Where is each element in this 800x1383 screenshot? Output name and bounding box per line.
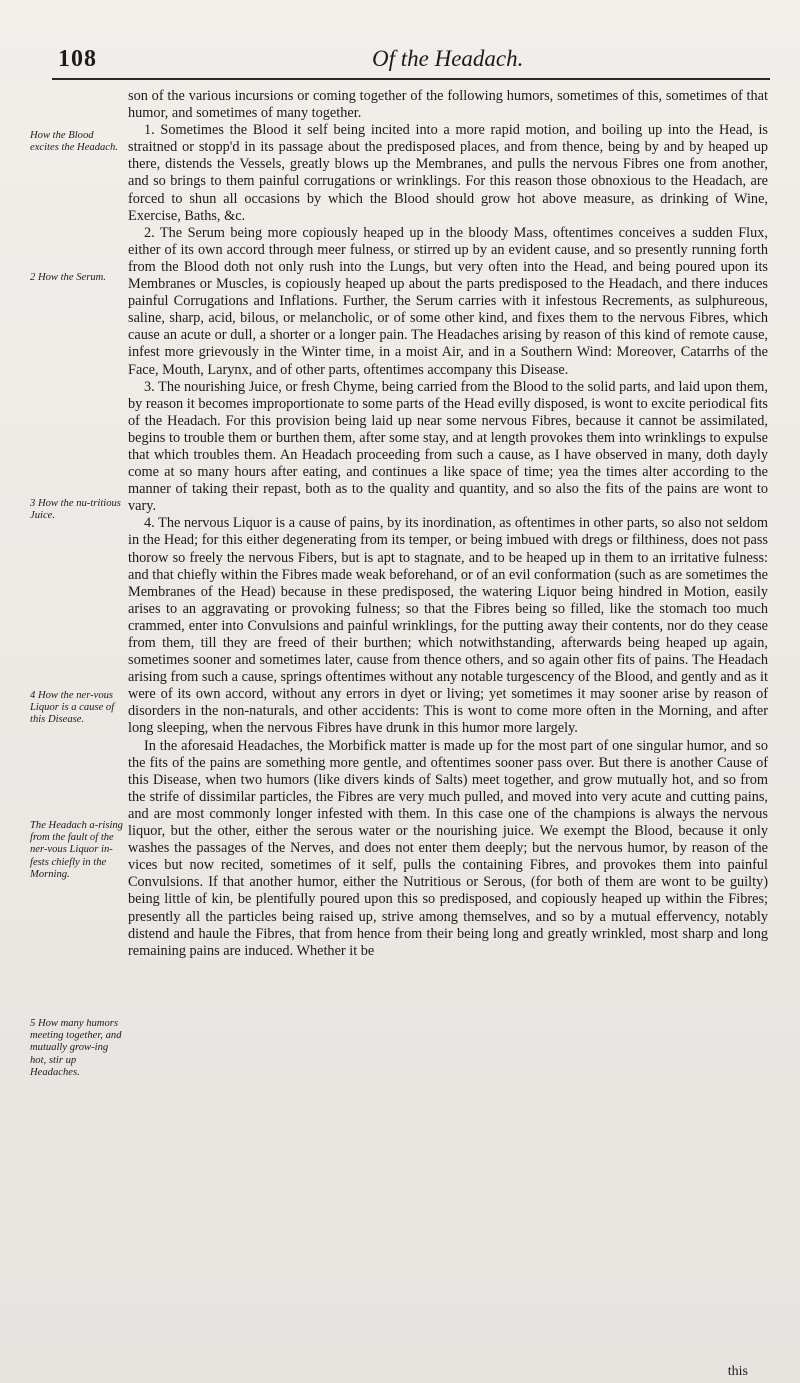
page-number: 108 — [58, 46, 97, 72]
paragraph-blood: 1. Sometimes the Blood it self being incited into a more rapid motion, and boiling up into the Head, is straitned or stopp'd in its passage about the predisposed places, and from thence, being by and by heaped up there, distends the Vessels, greatly blows up the Membranes, and pulls the nervous Fibres one from another, and so brings to them painful corrugations or wrinklings. For this reason those obnoxious to the Headach, are forced to shun all occasions by which the Blood should grow hot above measure, as drinking of Wine, Exercise, Baths, &c. — [128, 122, 768, 224]
margin-notes — [30, 0, 124, 1383]
margin-note-nutritious-juice: 3 How the nu-tritious Juice. — [30, 498, 121, 522]
margin-note-many-humors: 5 How many humors meeting together, and mutually grow-ing hot, stir up Headaches. — [30, 1018, 122, 1078]
page-header — [52, 40, 770, 80]
paragraph-many-humors: In the aforesaid Headaches, the Morbifick matter is made up for the most part of one singular humor, and so the fits of the pains are something more gentle, and oftentimes sooner pass over. But there is another Cause of this Disease, when two humors (like divers kinds of Salts) meet together, and grow mutually hot, and so from the strife of dissimilar particles, the Fibres are very much pulled, and moved into very acute and cutting pains, and are most commonly longer infested with them. In this case one of the champions is always the nervous liquor, but the other, either the serous water or the nourishing juice. We exempt the Blood, because it only washes the passages of the Nerves, and does not enter them deeply; but the nervous humor, by reason of the vices but now recited, sometimes of it self, pulls the containing Fibres, and provokes them into painful Convulsions. If that another humor, either the Nutritious or Serous, (for both of them are wont to be guilty) being little of kin, be plentifully poured upon this so predisposed, and copiously heaped up within the Fibres; presently all the particles being raised up, strive among themselves, and so by a mutual effervency, notably distend and haule the Fibres, that from hence from their being long and greatly wrinkled, most sharp and long remaining pains are induced. Whether it be — [128, 737, 768, 959]
catchword: this — [727, 1364, 748, 1379]
paragraph-serum: 2. The Serum being more copiously heaped up in the bloody Mass, oftentimes conceives a sudden Flux, either of its own accord through meer fulness, or stirred up by an evident cause, and so presently running forth from the Blood doth not only rush into the Lungs, but very often into the Head, and being poured upon its Membranes or Muscles, is copiously heaped up about the parts predisposed to the Headach, and there induces painful Corrugations and Inflations. Further, the Serum carries with it infestous Recrements, as sulphureous, saline, sharp, acid, bilous, or melancholic, or of some other kind, and fixes them to the nervous Fibres, which cause an acute or dull, a shorter or a longer pain. The Headaches arising by reason of this kind of remote cause, infest more grievously in the Winter time, in a moist Air, and in a Southern Wind: Moreover, Catarrhs of the Face, Mouth, Larynx, and of other parts, oftentimes accompany this Disease. — [128, 224, 768, 378]
margin-note-serum: 2 How the Serum. — [30, 272, 106, 283]
paragraph-nervous-liquor: 4. The nervous Liquor is a cause of pains, by its inordination, as oftentimes in other parts, so also not seldom in the Head; for this either degenerating from its temper, or being imbued with dregs or filthiness, does not pass thorow so freely the nervous Fibers, but is apt to stagnate, and to be heaped up in them to an irritative fulness: and that chiefly within the Fibres made weak beforehand, or of an evil conformation (such as are sometimes the Membranes of the Head) because in these predisposed, the watering Liquor being hindred in Motion, easily arises to an aggravating or provoking fulness; so that the Fibres being so filled, like the stomach too much crammed, enter into Convulsions and painful wrinklings, for the putting away their contents, nor do they cease from them, till they are freed of their burthen; which notwithstanding, afterwards being heaped up again, sometimes sooner and sometimes later, cause from thence others, and so again other fits of pains. The Headach arising from such a cause, springs oftentimes without any notable turgescency of the Blood, and gently and as it were of its own accord, without any errors in dyet or living; yet sometimes it may sooner arise by reason of disorders in the non-naturals, and other accidents: This is wont to come more often in the Morning, and after long sleeping, when the nervous Fibres have drunk in this humor more largely. — [128, 515, 768, 737]
body-text — [128, 88, 768, 960]
margin-note-blood: How the Blood excites the Headach. — [30, 130, 118, 154]
margin-note-morning: The Headach a-rising from the fault of the ner-vous Liquor in-fests chiefly in the Morning. — [30, 820, 123, 880]
margin-note-nervous-liquor: 4 How the ner-vous Liquor is a cause of this Disease. — [30, 690, 115, 726]
paragraph-intro: son of the various incursions or coming together of the following humors, sometimes of this, sometimes of that humor, and sometimes of many together. — [128, 88, 768, 122]
running-title: Of the Headach. — [372, 46, 524, 71]
paragraph-nutritious-juice: 3. The nourishing Juice, or fresh Chyme, being carried from the Blood to the solid parts, and laid upon them, by reason it becomes improportionate to some parts of the Head evilly disposed, is wont to excite periodical fits of the Headach. For this provision being laid up near some nervous Fibres, because it cannot be assimilated, begins to trouble them or burthen them, after some stay, and at length provokes them into wrinklings to expulse that which troubles them. An Headach proceeding from such a cause, as I have observed in many, doth dayly come at so many hours after eating, and continues a like space of time; yea the times alter according to the manner of taking their repast, both as to the quality and quantity, and so also the fits of the pains are wont to vary. — [128, 378, 768, 515]
